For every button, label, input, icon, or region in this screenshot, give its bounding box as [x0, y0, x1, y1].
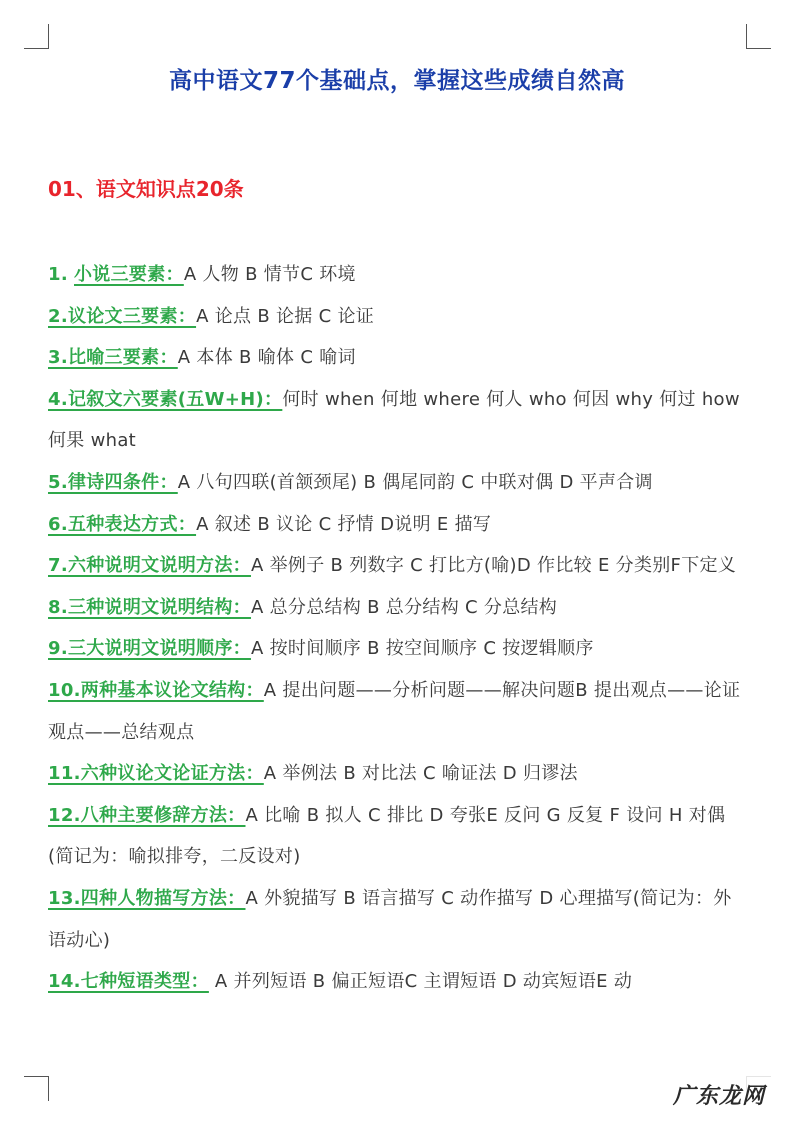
item-label: 9.三大说明文说明顺序：: [48, 638, 251, 660]
list-item: [48, 878, 748, 961]
item-label: 6.五种表达方式：: [48, 513, 197, 535]
list-item: [48, 379, 748, 462]
list-item: [48, 504, 748, 546]
item-number: 1.: [48, 264, 68, 285]
item-content: A 总分总结构 B 总分结构 C 分总结构: [250, 596, 558, 618]
item-label: 10.两种基本议论文结构：: [48, 679, 264, 701]
item-label: 8.三种说明文说明结构：: [48, 596, 251, 618]
item-content: A 提出问题——分析问题——解决问题B 提出观点——论证观点——总结观点: [48, 679, 741, 743]
watermark-text: 广东龙网: [672, 1083, 765, 1109]
item-label: 4.记叙文六要素(五W+H)：: [48, 388, 283, 410]
item-content: A 叙述 B 议论 C 抒情 D说明 E 描写: [196, 513, 492, 535]
item-content: A 并列短语 B 偏正短语C 主谓短语 D 动宾短语E 动: [208, 971, 633, 993]
item-label: 3.比喻三要素：: [48, 347, 178, 369]
item-label: 12.八种主要修辞方法：: [48, 804, 246, 826]
list-item: [48, 462, 748, 504]
item-content: A 人物 B 情节C 环境: [183, 264, 356, 285]
crop-mark-top-left: [24, 24, 49, 49]
item-label: 7.六种说明文说明方法：: [48, 555, 251, 577]
item-content: A 本体 B 喻体 C 喻词: [177, 347, 356, 369]
document-title: 高中语文77个基础点，掌握这些成绩自然高: [168, 68, 625, 94]
item-content: A 按时间顺序 B 按空间顺序 C 按逻辑顺序: [250, 638, 594, 660]
list-item: [48, 587, 748, 629]
list-item: [48, 961, 748, 1003]
list-item: [48, 337, 748, 379]
item-label: 14.七种短语类型：: [48, 971, 209, 993]
item-content: A 论点 B 论据 C 论证: [196, 305, 375, 327]
list-item: [48, 795, 748, 878]
list-item: [48, 296, 748, 338]
list-item: [48, 670, 748, 753]
item-content: A 举例子 B 列数字 C 打比方(喻)D 作比较 E 分类别F下定义: [250, 555, 737, 577]
item-content: 何时 when 何地 where 何人 who 何因 why 何过 how 何果 what: [48, 388, 740, 452]
crop-mark-top-right: [746, 24, 771, 49]
item-label: 小说三要素：: [74, 264, 184, 285]
list-item: [48, 545, 748, 587]
item-content: A 八句四联(首颔颈尾) B 偶尾同韵 C 中联对偶 D 平声合调: [177, 471, 653, 493]
list-item: [48, 254, 748, 296]
item-content: A 外貌描写 B 语言描写 C 动作描写 D 心理描写(简记为：外语动心): [48, 887, 732, 951]
item-label: 2.议论文三要素：: [48, 305, 197, 327]
crop-mark-bottom-left: [24, 1076, 49, 1101]
list-item: [48, 628, 748, 670]
item-content: A 比喻 B 拟人 C 排比 D 夸张E 反问 G 反复 F 设问 H 对偶(简记为：喻拟排夸，二反设对): [48, 804, 726, 868]
item-label: 5.律诗四条件：: [48, 471, 178, 493]
watermark-logo: [654, 1074, 784, 1114]
section-heading: 01、语文知识点20条: [48, 177, 244, 201]
item-content: A 举例法 B 对比法 C 喻证法 D 归谬法: [263, 763, 578, 785]
item-label: 13.四种人物描写方法：: [48, 887, 246, 909]
list-item: [48, 753, 748, 795]
item-label: 11.六种议论文论证方法：: [48, 763, 264, 785]
knowledge-point-list: [48, 254, 748, 1003]
